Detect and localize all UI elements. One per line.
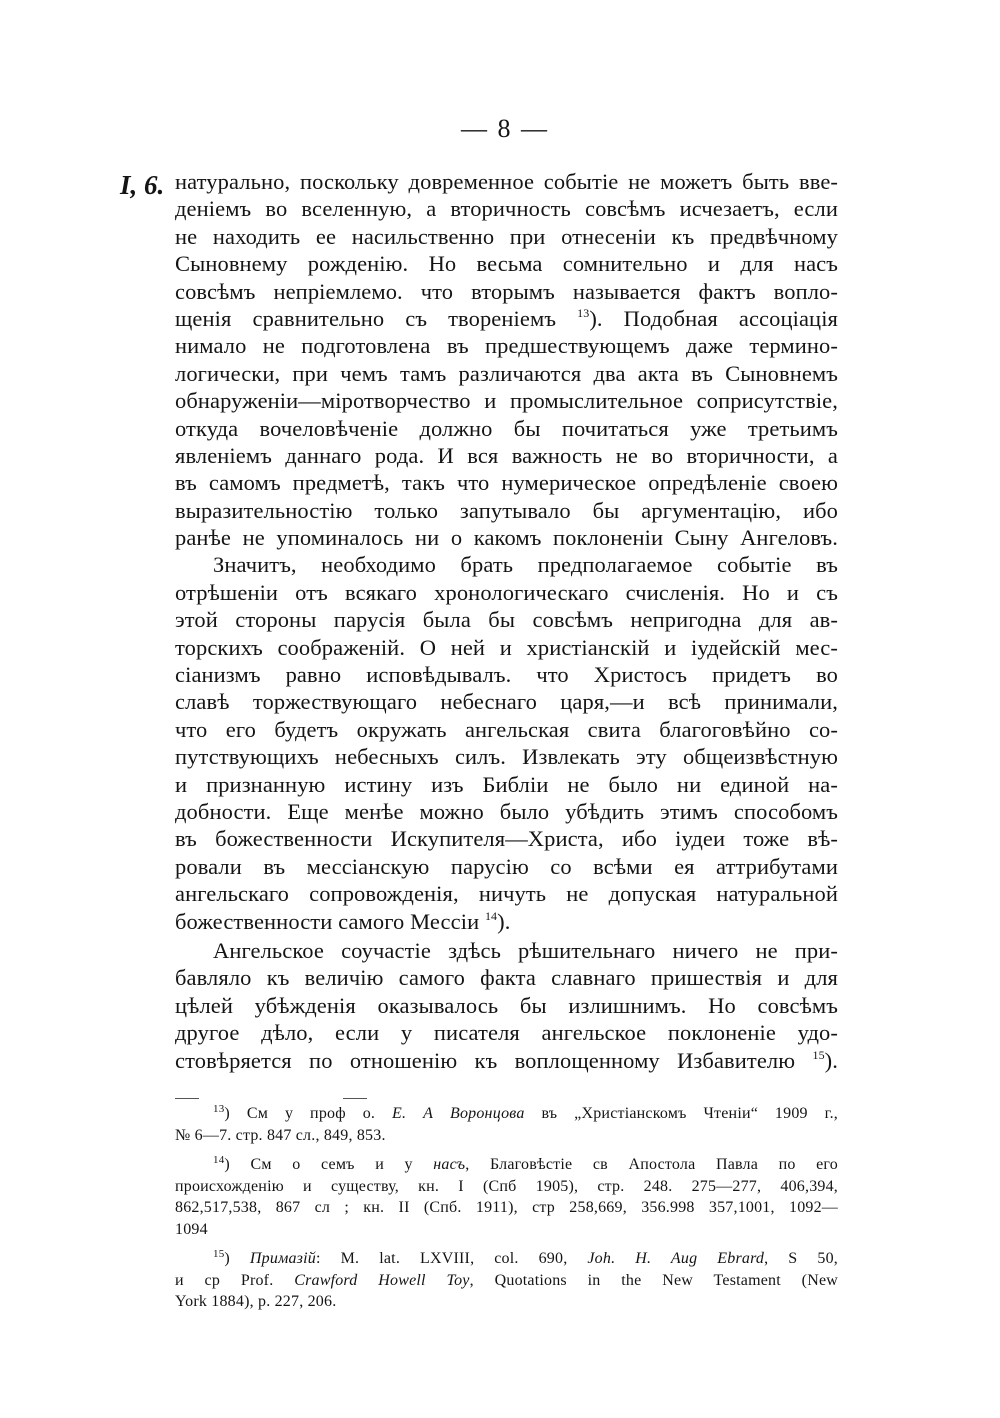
footnote-line — [175, 1103, 838, 1125]
author-name: Joh. H. Aug Ebrard — [587, 1250, 765, 1267]
text-segment: ). — [824, 1047, 838, 1073]
text-line: нимало не подготовлена въ предшествующемъ даже термино- — [175, 333, 838, 359]
footnote-line: 1094 — [175, 1220, 208, 1238]
text-line: другое дѣло, если у писателя ангельское поклоненіе удо- — [175, 1020, 838, 1046]
text-line: явленіемъ даннаго рода. И вся важность не во вторичности, а — [175, 442, 838, 468]
footnote-line: York 1884), p. 227, 206. — [175, 1293, 337, 1310]
text-line: Значитъ, необходимо брать предполагаемое событіе въ — [213, 552, 838, 578]
text-line: добности. Еще менѣе можно было убѣдить этимъ способомъ — [175, 798, 838, 824]
text-line — [175, 908, 838, 935]
author-name: Crawford Howell Toy — [294, 1271, 470, 1289]
footnote-line: № 6—7. стр. 847 сл., 849, 853. — [175, 1126, 386, 1144]
paragraph-1 — [175, 168, 838, 551]
footnote-ref-15: 15 — [812, 1047, 825, 1062]
margin-reference: I, 6. — [120, 170, 165, 200]
footnote-line — [175, 1154, 838, 1176]
footnote-14 — [175, 1154, 838, 1240]
footnote-mark: 13 — [213, 1103, 225, 1115]
text-line: Ангельское соучастіе здѣсь рѣшительнаго ничего не при- — [213, 937, 838, 963]
text-segment: , S 50, — [764, 1250, 838, 1267]
paragraph-3 — [175, 937, 838, 1074]
text-line: логически, при чемъ тамъ различаются два акта въ Сыновнемъ — [175, 360, 838, 386]
footnote-line — [175, 1270, 838, 1292]
text-line: выразительностію только запутывало бы аргументацію, ибо — [175, 497, 838, 523]
text-line: ровали въ мессіанскую парусію со всѣми ея аттрибутами — [175, 853, 838, 879]
text-segment: въ „Христіанскомъ Чтеніи“ 1909 г., — [524, 1105, 839, 1122]
footnote-line: происхожденію и существу, кн. I (Спб 1905), стр. 248. 275—277, 406,394, — [175, 1177, 838, 1195]
text-segment: ). — [497, 908, 511, 934]
text-line: въ самомъ предметѣ, такъ что нумерическое опредѣленіе своею — [175, 470, 838, 496]
footnote-mark: 15 — [213, 1248, 225, 1260]
footnote-ref-13: 13 — [577, 305, 590, 320]
text-line: торскихъ соображеній. О ней и христіанскій и іудейскій мес- — [175, 634, 838, 660]
text-segment: ). Подобная ассоціація — [589, 305, 839, 331]
paragraph-2 — [175, 551, 838, 934]
text-segment: и ср Prof. — [175, 1271, 295, 1289]
footnote-line — [175, 1248, 838, 1270]
footnote-mark: 14 — [213, 1154, 225, 1166]
footnote-13 — [175, 1103, 838, 1146]
main-text — [175, 168, 838, 1074]
footnote-ref-14: 14 — [484, 908, 498, 923]
text-line: обнаруженіи—міротворчество и промыслительное соприсутствіе, — [175, 388, 838, 414]
text-segment: стовѣряется по отношенію къ воплощенному Избавителю — [175, 1047, 796, 1073]
footnote-15 — [175, 1248, 838, 1313]
text-line: не находить ее насильственно при отнесеніи къ предвѣчному — [175, 223, 838, 249]
text-line: ангельскаго сопровожденія, ничуть не допуская натуральной — [175, 881, 838, 907]
author-name: насъ — [433, 1156, 466, 1173]
text-line: этой стороны парусія была бы совсѣмъ непригодна для ав- — [175, 607, 838, 633]
footnote-line: 862,517,538, 867 сл ; кн. II (Спб. 1911), стр 258,669, 356.998 357,1001, 1092— — [175, 1199, 838, 1216]
text-segment: ) См о семъ и у — [224, 1156, 434, 1173]
footnotes — [175, 1103, 838, 1321]
text-segment: щенія сравнительно съ твореніемъ — [175, 305, 557, 331]
text-line: ранѣе не упоминалось ни о какомъ поклоненіи Сыну Ангеловъ. — [175, 525, 838, 551]
text-segment: : M. lat. LXVIII, col. 690, — [315, 1250, 588, 1267]
text-line: и признанную истину изъ Библіи не было ни единой на- — [175, 771, 838, 797]
page-number: — 8 — — [461, 114, 549, 143]
text-line: отрѣшеніи отъ всякаго хронологическаго счисленія. Но и съ — [175, 579, 838, 605]
text-line: что его будетъ окружать ангельская свита благоговѣйно со- — [175, 716, 838, 742]
text-line: сіанизмъ равно исповѣдывалъ. что Христосъ придетъ во — [175, 662, 838, 688]
text-line: Сыновнему рожденію. Но весьма сомнительно и для насъ — [175, 251, 838, 277]
text-line — [175, 305, 838, 332]
text-line: откуда вочеловѣченіе должно бы почитаться уже третьимъ — [175, 415, 838, 441]
text-line: совсѣмъ непріемлемо. что вторымъ называется фактъ вопло- — [175, 278, 838, 304]
text-line: путствующихъ небесныхъ силъ. Извлекать эту общеизвѣстную — [175, 744, 838, 770]
text-line — [175, 1047, 838, 1074]
text-segment: божественности самого Мессіи — [175, 908, 480, 934]
text-line: цѣлей убѣжденія оказывалось бы излишнимъ. Но совсѣмъ — [175, 992, 838, 1018]
text-line: натурально, поскольку довременное событіе не можетъ быть вве- — [175, 169, 838, 194]
text-line: бавляло къ величію самого факта славнаго пришествія и для — [175, 965, 838, 991]
text-segment: ) — [224, 1250, 250, 1267]
text-segment: , Благовѣстіе св Апостола Павла по его — [465, 1156, 838, 1173]
text-segment: ) См у проф о. — [224, 1105, 393, 1122]
author-name: Е. А Воронцова — [392, 1105, 525, 1122]
text-line: славѣ торжествующаго небеснаго царя,—и всѣ принимали, — [175, 689, 838, 715]
text-line: въ божественности Искупителя—Христа, ибо іудеи тоже вѣ- — [175, 826, 838, 852]
author-name: Примазій — [249, 1250, 316, 1267]
text-segment: , Quotations in the New Testament (New — [469, 1271, 839, 1289]
text-line: деніемъ во вселенную, а вторичность совсѣмъ исчезаетъ, если — [175, 196, 838, 222]
